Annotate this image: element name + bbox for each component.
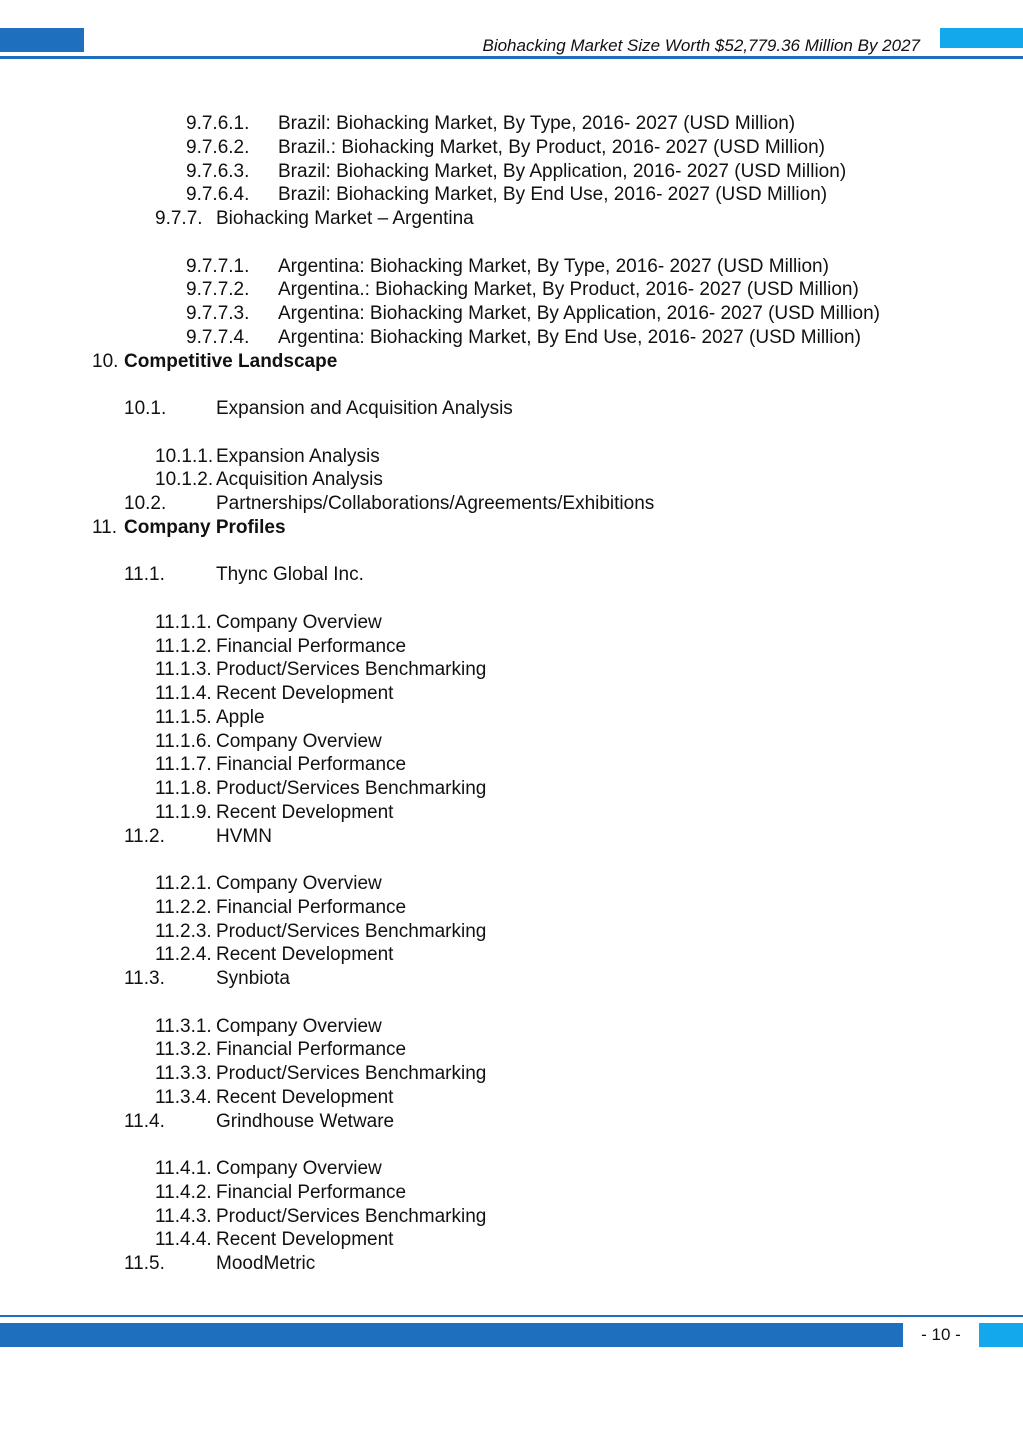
toc-entry-number: 11.1.8.: [155, 778, 212, 799]
toc-entry: [0, 492, 1023, 516]
toc-entry-number: 10.1.1.: [155, 445, 214, 467]
toc-entry: [0, 682, 1023, 706]
toc-entry-number: 10.2.: [124, 493, 167, 514]
toc-entry: [0, 183, 1023, 207]
toc-entry-title: Argentina: Biohacking Market, By End Use, 2016- 2027 (USD Million): [278, 326, 861, 348]
toc-entry-title: HVMN: [216, 825, 272, 847]
toc-entry-number: 11.3.3.: [155, 1063, 212, 1084]
toc-entry-number: 9.7.7.: [155, 208, 203, 229]
toc-entry-title: Recent Development: [216, 944, 394, 966]
toc-entry-title: Company Profiles: [124, 516, 286, 538]
toc-entry-number: 11.4.: [124, 1110, 165, 1132]
toc-entry-title: Product/Services Benchmarking: [216, 1063, 487, 1084]
toc-entry-title: Financial Performance: [216, 635, 407, 657]
toc-entry: [0, 1086, 1023, 1110]
toc-entry-number: 11.1.7.: [155, 754, 212, 776]
toc-entry: [0, 468, 1023, 492]
toc-entry: [0, 753, 1023, 777]
toc-entry: [0, 326, 1023, 350]
toc-entry-title: Competitive Landscape: [124, 350, 338, 372]
toc-entry: [0, 706, 1023, 730]
toc-entry: [0, 896, 1023, 920]
toc-entry-number: 9.7.7.2.: [186, 279, 250, 301]
toc-entry-title: Biohacking Market – Argentina: [216, 208, 474, 229]
toc-entry-number: 11.5.: [124, 1253, 165, 1274]
toc-entry: [0, 255, 1023, 279]
toc-entry: [0, 516, 1023, 540]
toc-entry-number: 11.2.1.: [155, 873, 212, 894]
toc-entry: [0, 777, 1023, 801]
toc-entry-title: Company Overview: [216, 611, 382, 633]
toc-entry-title: Brazil.: Biohacking Market, By Product, 2016- 2027 (USD Million): [278, 136, 826, 158]
toc-entry-number: 9.7.7.1.: [186, 255, 250, 277]
toc-entry-title: Product/Services Benchmarking: [216, 778, 487, 799]
toc-entry: [0, 1157, 1023, 1181]
toc-entry-number: 9.7.6.4.: [186, 184, 250, 206]
toc-entry-title: Argentina: Biohacking Market, By Application, 2016- 2027 (USD Million): [278, 303, 880, 324]
footer-bar: [0, 1323, 903, 1347]
toc-entry: [0, 112, 1023, 136]
toc-entry-title: Product/Services Benchmarking: [216, 1205, 487, 1227]
toc-entry-title: Apple: [216, 706, 265, 728]
toc-entry-number: 9.7.6.2.: [186, 136, 250, 158]
toc-entry: [0, 136, 1023, 160]
toc-entry-title: Thync Global Inc.: [216, 564, 364, 586]
toc-entry: [0, 611, 1023, 635]
toc-entry: [0, 730, 1023, 754]
toc-entry: [0, 350, 1023, 374]
toc-entry: [0, 635, 1023, 659]
toc-entry-title: Recent Development: [216, 801, 394, 823]
toc-entry-title: Company Overview: [216, 873, 382, 894]
toc-entry-number: 11.3.4.: [155, 1086, 212, 1108]
toc-entry-title: Expansion and Acquisition Analysis: [216, 398, 513, 419]
toc-entry-title: Financial Performance: [216, 1039, 407, 1061]
toc-entry: [0, 1228, 1023, 1252]
toc-entry-number: 11.: [92, 516, 118, 538]
header-accent-left: [0, 28, 84, 52]
toc-entry: [0, 658, 1023, 682]
toc-entry-number: 11.2.4.: [155, 944, 212, 966]
toc-entry-number: 11.1.5.: [155, 706, 212, 728]
toc-entry-title: MoodMetric: [216, 1253, 316, 1274]
toc-entry: [0, 1205, 1023, 1229]
toc-entry-number: 11.4.2.: [155, 1181, 212, 1203]
toc-entry: [0, 563, 1023, 587]
toc-entry-title: Product/Services Benchmarking: [216, 659, 487, 681]
toc-entry-number: 11.2.: [124, 825, 165, 847]
toc-entry: [0, 397, 1023, 421]
toc-entry: [0, 1181, 1023, 1205]
toc-entry-number: 11.1.3.: [155, 659, 212, 681]
toc-entry-number: 11.4.3.: [155, 1205, 212, 1227]
toc-entry-title: Financial Performance: [216, 896, 407, 918]
document-header-title: Biohacking Market Size Worth $52,779.36 Million By 2027: [482, 36, 920, 55]
toc-entry-number: 11.2.2.: [155, 896, 212, 918]
toc-entry: [0, 825, 1023, 849]
toc-entry: [0, 445, 1023, 469]
toc-entry: [0, 1038, 1023, 1062]
toc-entry-title: Partnerships/Collaborations/Agreements/Exhibitions: [216, 493, 655, 514]
toc-entry-title: Expansion Analysis: [216, 445, 380, 467]
toc-entry-number: 11.4.4.: [155, 1229, 212, 1251]
toc-entry-title: Synbiota: [216, 968, 290, 989]
toc-entry-number: 11.1.9.: [155, 801, 212, 823]
toc-entry-title: Product/Services Benchmarking: [216, 920, 487, 942]
toc-entry-title: Acquisition Analysis: [216, 469, 383, 491]
toc-entry-title: Recent Development: [216, 1229, 394, 1251]
toc-entry: [0, 160, 1023, 184]
toc-entry-title: Brazil: Biohacking Market, By Type, 2016- 2027 (USD Million): [278, 113, 796, 134]
toc-entry-title: Argentina.: Biohacking Market, By Product, 2016- 2027 (USD Million): [278, 279, 859, 301]
toc-entry-number: 11.1.: [124, 564, 165, 586]
toc-entry-title: Company Overview: [216, 1015, 382, 1037]
toc-entry-number: 11.1.1.: [155, 611, 212, 633]
toc-entry: [0, 1110, 1023, 1134]
page-number: - 10 -: [921, 1325, 961, 1344]
toc-entry-title: Argentina: Biohacking Market, By Type, 2016- 2027 (USD Million): [278, 255, 829, 277]
toc-entry-title: Financial Performance: [216, 1181, 407, 1203]
header-accent-right: [940, 28, 1023, 48]
toc-entry-title: Company Overview: [216, 730, 382, 752]
toc-entry-title: Recent Development: [216, 1086, 394, 1108]
toc-entry-number: 10.1.: [124, 398, 167, 419]
toc-entry: [0, 207, 1023, 231]
toc-entry: [0, 943, 1023, 967]
toc-entry-number: 10.1.2.: [155, 469, 214, 491]
toc-entry-number: 11.4.1.: [155, 1158, 212, 1179]
toc-entry-number: 11.3.: [124, 968, 165, 989]
toc-entry-number: 11.2.3.: [155, 920, 212, 942]
toc-entry-title: Brazil: Biohacking Market, By End Use, 2016- 2027 (USD Million): [278, 184, 828, 206]
toc-entry-number: 10.: [92, 350, 119, 372]
toc-entry-number: 9.7.7.3.: [186, 303, 250, 324]
toc-entry-number: 11.1.2.: [155, 635, 212, 657]
toc-entry: [0, 920, 1023, 944]
header-rule: [0, 56, 1023, 59]
toc-entry-title: Recent Development: [216, 683, 394, 704]
toc-entry-title: Grindhouse Wetware: [216, 1110, 395, 1132]
toc-entry-title: Financial Performance: [216, 754, 407, 776]
toc-entry: [0, 967, 1023, 991]
toc-entry-number: 9.7.7.4.: [186, 326, 250, 348]
toc-entry-number: 9.7.6.3.: [186, 160, 250, 182]
toc-entry: [0, 801, 1023, 825]
toc-entry-number: 11.3.2.: [155, 1039, 212, 1061]
toc-entry: [0, 872, 1023, 896]
toc-entry: [0, 302, 1023, 326]
footer-rule: [0, 1315, 1023, 1317]
footer-accent-right: [979, 1323, 1023, 1347]
toc-entry-number: 11.3.1.: [155, 1015, 212, 1037]
toc-entry-number: 9.7.6.1.: [186, 113, 250, 134]
toc-entry: [0, 278, 1023, 302]
toc-entry-title: Company Overview: [216, 1158, 382, 1179]
toc-entry-number: 11.1.4.: [155, 683, 212, 704]
toc-entry: [0, 1062, 1023, 1086]
toc-entry: [0, 1252, 1023, 1276]
toc-entry-title: Brazil: Biohacking Market, By Application, 2016- 2027 (USD Million): [278, 160, 847, 182]
toc-entry-number: 11.1.6.: [155, 730, 212, 752]
toc-entry: [0, 1015, 1023, 1039]
